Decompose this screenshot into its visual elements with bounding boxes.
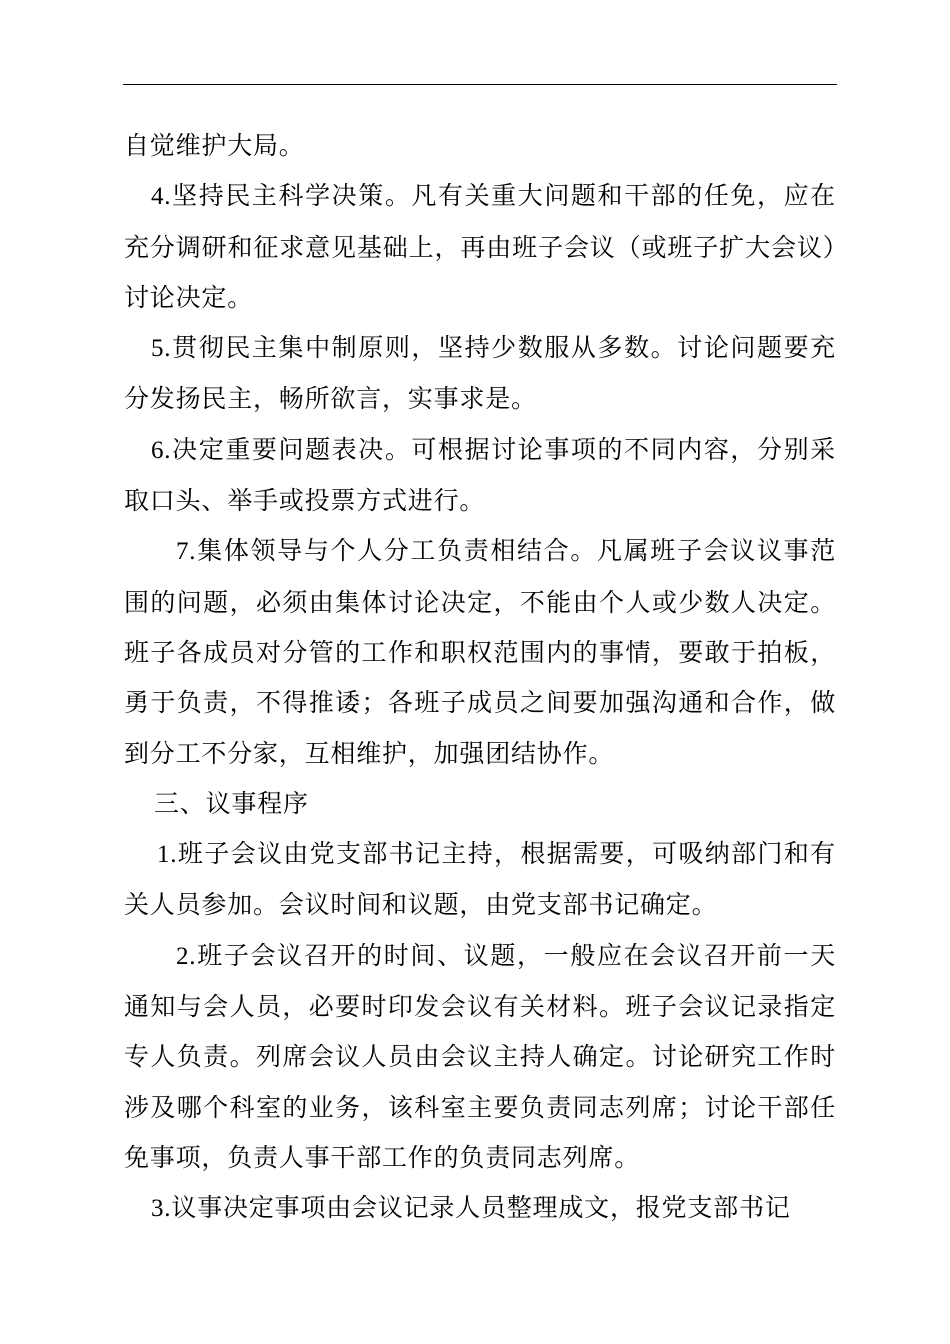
paragraph-procedure-2: 2.班子会议召开的时间、议题，一般应在会议召开前一天通知与会人员，必要时印发会议有关材料。班子会议记录指定专人负责。列席会议人员由会议主持人确定。讨论研究工作时涉及哪个科室的业务，该科室主要负责同志列席；讨论干部任免事项，负责人事干部工作的负责同志列席。 bbox=[124, 940, 836, 1172]
paragraph-item-4: 4.坚持民主科学决策。凡有关重大问题和干部的任免，应在充分调研和征求意见基础上，再由班子会议（或班子扩大会议）讨论决定。 bbox=[124, 181, 836, 312]
paragraph-item-6: 6.决定重要问题表决。可根据讨论事项的不同内容，分别采取口头、举手或投票方式进行。 bbox=[124, 434, 836, 516]
paragraph-item-7: 7.集体领导与个人分工负责相结合。凡属班子会议议事范围的问题，必须由集体讨论决定，不能由个人或少数人决定。班子各成员对分管的工作和职权范围内的事情，要敢于拍板，勇于负责，不得推诿；各班子成员之间要加强沟通和合作，做到分工不分家，互相维护，加强团结协作。 bbox=[124, 536, 836, 768]
section-heading: 三、议事程序 bbox=[154, 788, 309, 818]
paragraph-procedure-3: 3.议事决定事项由会议记录人员整理成文，报党支部书记 bbox=[151, 1193, 791, 1223]
paragraph-item-5: 5.贯彻民主集中制原则，坚持少数服从多数。讨论问题要充分发扬民主，畅所欲言，实事求是。 bbox=[124, 333, 836, 414]
paragraph-continuation: 自觉维护大局。 bbox=[124, 131, 305, 160]
document-body bbox=[124, 121, 836, 1235]
header-rule bbox=[123, 84, 837, 85]
paragraph-procedure-1: 1.班子会议由党支部书记主持，根据需要，可吸纳部门和有关人员参加。会议时间和议题，由党支部书记确定。 bbox=[124, 839, 836, 920]
